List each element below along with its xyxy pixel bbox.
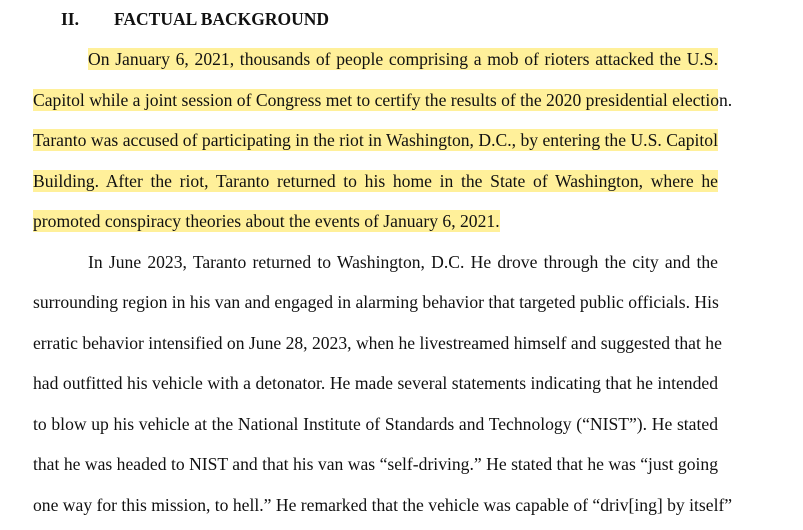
paragraph-2-line-7: one way for this mission, to hell.” He remarked that the vehicle was capable of “driv[ing] by itself” [33,495,733,515]
paragraph-1-line-1: On January 6, 2021, thousands of people comprising a mob of rioters attacked the U.S. [88,49,718,69]
section-number: II. [61,9,79,29]
paragraph-1-line-4: Building. After the riot, Taranto returned to his home in the State of Washington, where he [33,171,718,191]
paragraph-2-line-3: erratic behavior intensified on June 28, 2023, when he livestreamed himself and suggested that he [33,333,722,353]
paragraph-2-line-2: surrounding region in his van and engaged in alarming behavior that targeted public officials. His [33,292,719,312]
paragraph-1-line-3: Taranto was accused of participating in the riot in Washington, D.C., by entering the U.S. Capitol [33,130,718,150]
paragraph-2-line-1: In June 2023, Taranto returned to Washington, D.C. He drove through the city and the [88,252,718,272]
paragraph-1-line-2: Capitol while a joint session of Congress met to certify the results of the 2020 presidential election. [33,90,733,110]
paragraph-1-line-5: promoted conspiracy theories about the events of January 6, 2021. [33,211,500,231]
section-title: FACTUAL BACKGROUND [114,9,330,29]
paragraph-2-line-4: had outfitted his vehicle with a detonator. He made several statements indicating that he intended [33,373,718,393]
paragraph-2-line-5: to blow up his vehicle at the National Institute of Standards and Technology (“NIST”). He stated [33,414,718,434]
section-heading [61,9,329,29]
paragraph-2-line-6: that he was headed to NIST and that his van was “self-driving.” He stated that he was “just going [33,454,718,474]
